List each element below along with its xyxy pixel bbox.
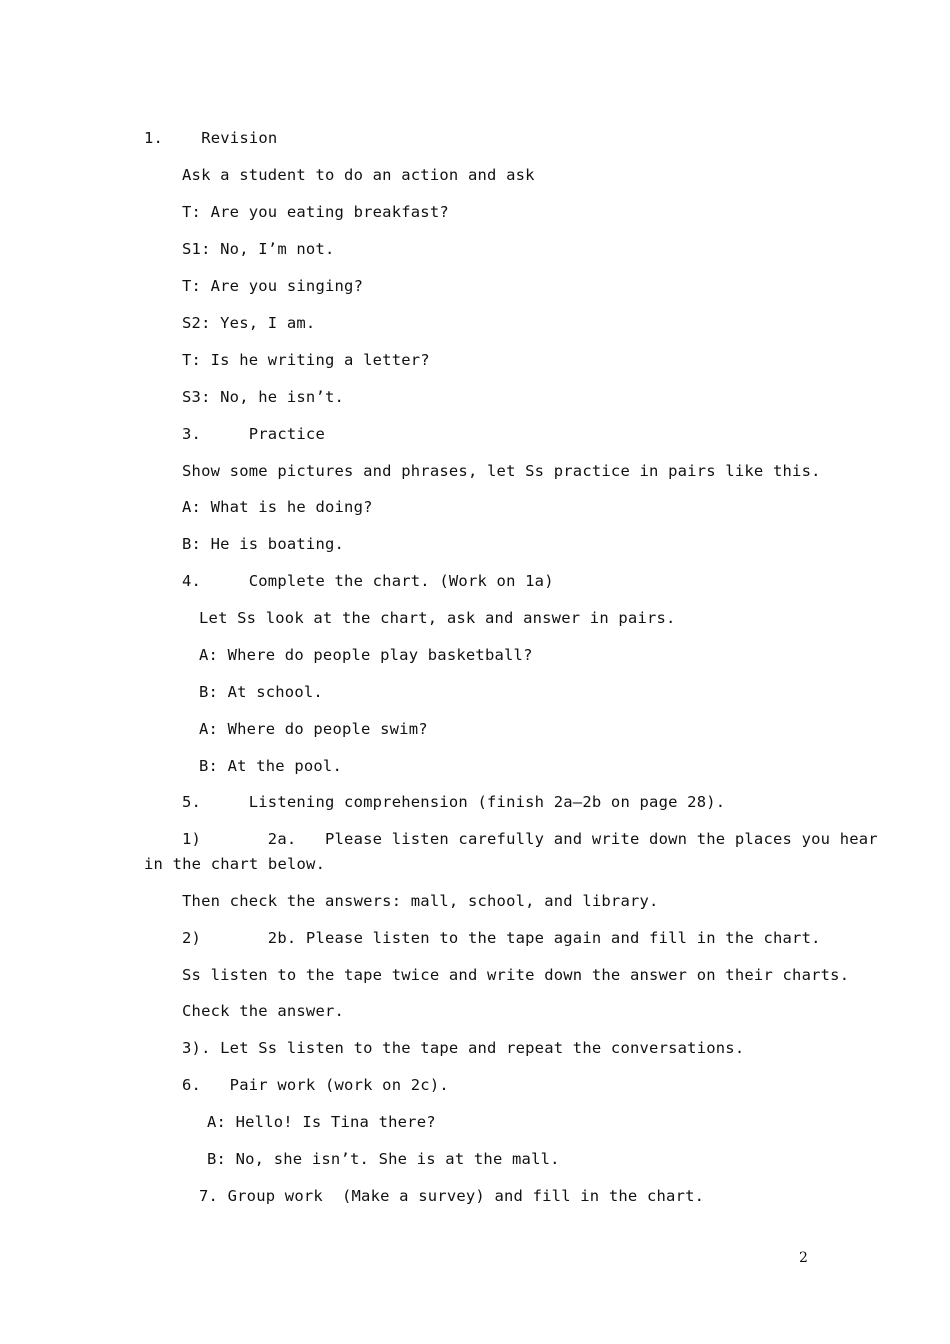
text-line: S3: No, he isn’t. — [182, 388, 345, 406]
text-line: Ss listen to the tape twice and write down the answer on their charts. — [182, 966, 850, 984]
text-line: S1: No, I’m not. — [182, 240, 335, 258]
text-line: Then check the answers: mall, school, and library. — [182, 892, 659, 910]
text-line: Check the answer. — [182, 1002, 345, 1020]
heading-practice: 3. Practice — [182, 425, 325, 443]
text-line: A: Where do people swim? — [199, 720, 428, 738]
text-line: Ask a student to do an action and ask — [182, 166, 535, 184]
text-line: A: What is he doing? — [182, 498, 373, 516]
text-line: A: Hello! Is Tina there? — [207, 1113, 436, 1131]
text-line: S2: Yes, I am. — [182, 314, 316, 332]
text-line: Let Ss look at the chart, ask and answer in pairs. — [199, 609, 676, 627]
heading-listening: 5. Listening comprehension (finish 2a—2b on page 28). — [182, 793, 726, 811]
text-line: T: Is he writing a letter? — [182, 351, 430, 369]
text-line: B: At school. — [199, 683, 323, 701]
text-line: B: At the pool. — [199, 757, 342, 775]
text-line: B: No, she isn’t. She is at the mall. — [207, 1150, 560, 1168]
heading-pair-work: 6. Pair work (work on 2c). — [182, 1076, 449, 1094]
text-line: T: Are you eating breakfast? — [182, 203, 449, 221]
text-line: 2) 2b. Please listen to the tape again and fill in the chart. — [182, 929, 821, 947]
text-line: B: He is boating. — [182, 535, 345, 553]
text-line: in the chart below. — [144, 855, 326, 873]
text-line: 1) 2a. Please listen carefully and write down the places you hear — [182, 830, 878, 848]
text-line: 3). Let Ss listen to the tape and repeat the conversations. — [182, 1039, 745, 1057]
text-line: T: Are you singing? — [182, 277, 364, 295]
text-line: A: Where do people play basketball? — [199, 646, 533, 664]
page-number: 2 — [799, 1250, 808, 1266]
heading-complete-chart: 4. Complete the chart. (Work on 1a) — [182, 572, 554, 590]
heading-revision: 1. Revision — [144, 129, 278, 147]
heading-group-work: 7. Group work (Make a survey) and fill in the chart. — [199, 1187, 705, 1205]
text-line: Show some pictures and phrases, let Ss practice in pairs like this. — [182, 462, 821, 480]
